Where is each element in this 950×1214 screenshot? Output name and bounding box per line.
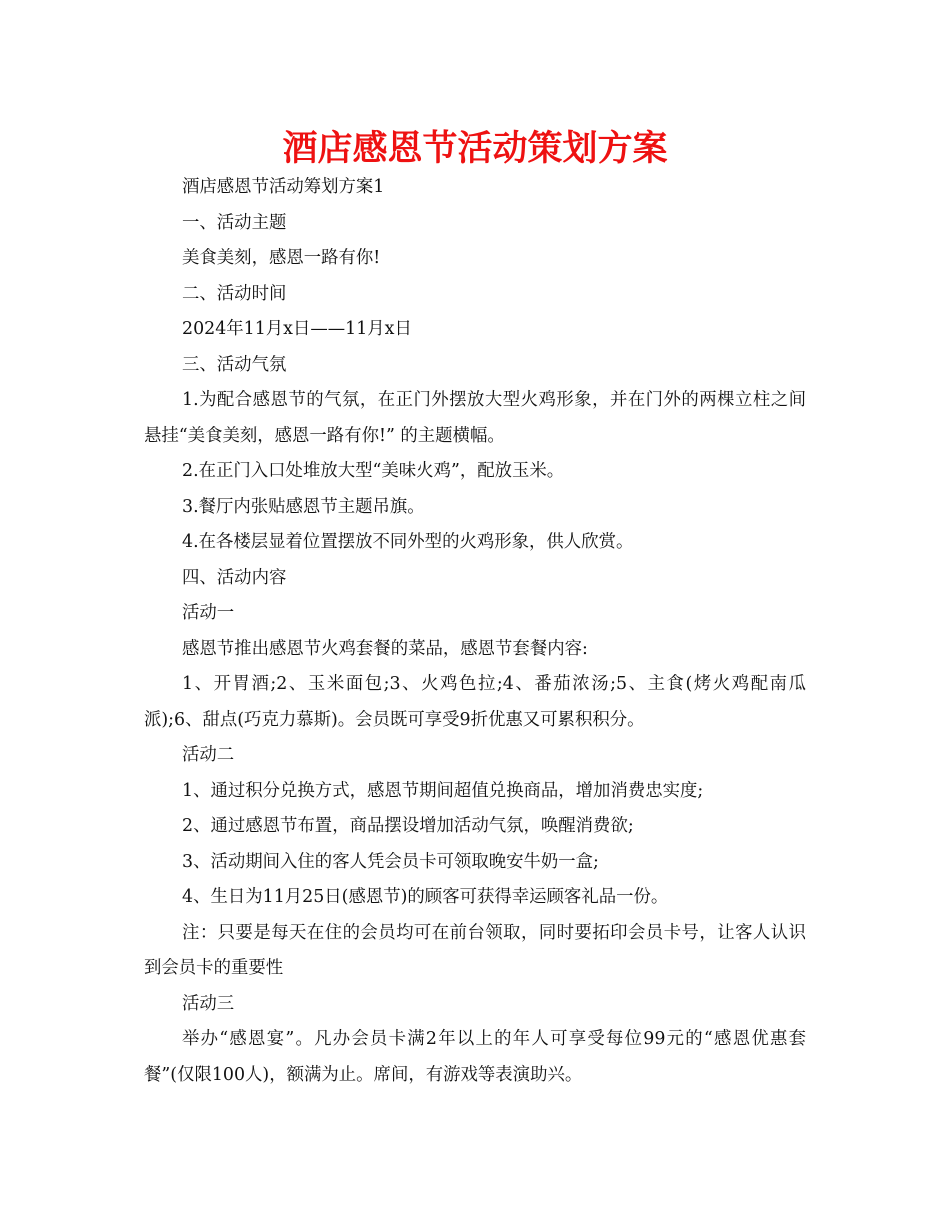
subheading-activity-1: 活动一 bbox=[182, 603, 235, 623]
paragraph-atmosphere-2: 2.在正门入口处堆放大型“美味火鸡”，配放玉米。 bbox=[182, 461, 565, 481]
paragraph-activity-2-item-3: 3、活动期间入住的客人凭会员卡可领取晚安牛奶一盒; bbox=[182, 851, 599, 872]
paragraph-activity-2-item-1: 1、通过积分兑换方式，感恩节期间超值兑换商品，增加消费忠实度; bbox=[182, 780, 704, 801]
paragraph-activity-1-intro: 感恩节推出感恩节火鸡套餐的菜品，感恩节套餐内容: bbox=[182, 638, 588, 659]
document-body bbox=[144, 170, 806, 1093]
section-heading-theme: 一、活动主题 bbox=[182, 212, 287, 233]
paragraph-atmosphere-3: 3.餐厅内张贴感恩节主题吊旗。 bbox=[182, 496, 425, 517]
subheading-activity-3: 活动三 bbox=[182, 993, 235, 1014]
subheading-activity-2: 活动二 bbox=[182, 745, 235, 765]
paragraph-plan-heading: 酒店感恩节活动筹划方案1 bbox=[182, 177, 385, 197]
paragraph-activity-2-item-2: 2、通过感恩节布置，商品摆设增加活动气氛，唤醒消费欲; bbox=[182, 816, 634, 836]
paragraph-theme: 美食美刻，感恩一路有你! bbox=[182, 248, 381, 268]
paragraph-activity-1-menu: 1、开胃酒;2、玉米面包;3、火鸡色拉;4、番茄浓汤;5、主食(烤火鸡配南瓜派);6、甜点(巧克力慕斯)。会员既可享受9折优惠又可累积积分。 bbox=[144, 674, 806, 730]
section-heading-atmosphere: 三、活动气氛 bbox=[182, 354, 287, 375]
paragraph-time: 2024年11月x日——11月x日 bbox=[182, 319, 412, 339]
document-title: 酒店感恩节活动策划方案 bbox=[282, 129, 668, 169]
section-heading-time: 二、活动时间 bbox=[182, 283, 287, 304]
paragraph-atmosphere-1: 1.为配合感恩节的气氛，在正门外摆放大型火鸡形象，并在门外的两棵立柱之间悬挂“美食美刻，感恩一路有你!” 的主题横幅。 bbox=[144, 390, 806, 446]
paragraph-atmosphere-4: 4.在各楼层显着位置摆放不同外型的火鸡形象，供人欣赏。 bbox=[182, 532, 634, 552]
section-heading-content: 四、活动内容 bbox=[182, 567, 287, 588]
paragraph-activity-3: 举办“感恩宴”。凡办会员卡满2年以上的年人可享受每位99元的“感恩优惠套餐”(仅限100人)，额满为止。席间，有游戏等表演助兴。 bbox=[144, 1029, 806, 1085]
paragraph-activity-2-item-4: 4、生日为11月25日(感恩节)的顾客可获得幸运顾客礼品一份。 bbox=[182, 887, 669, 907]
paragraph-note: 注：只要是每天在住的会员均可在前台领取，同时要拓印会员卡号，让客人认识到会员卡的重要性 bbox=[144, 922, 806, 978]
